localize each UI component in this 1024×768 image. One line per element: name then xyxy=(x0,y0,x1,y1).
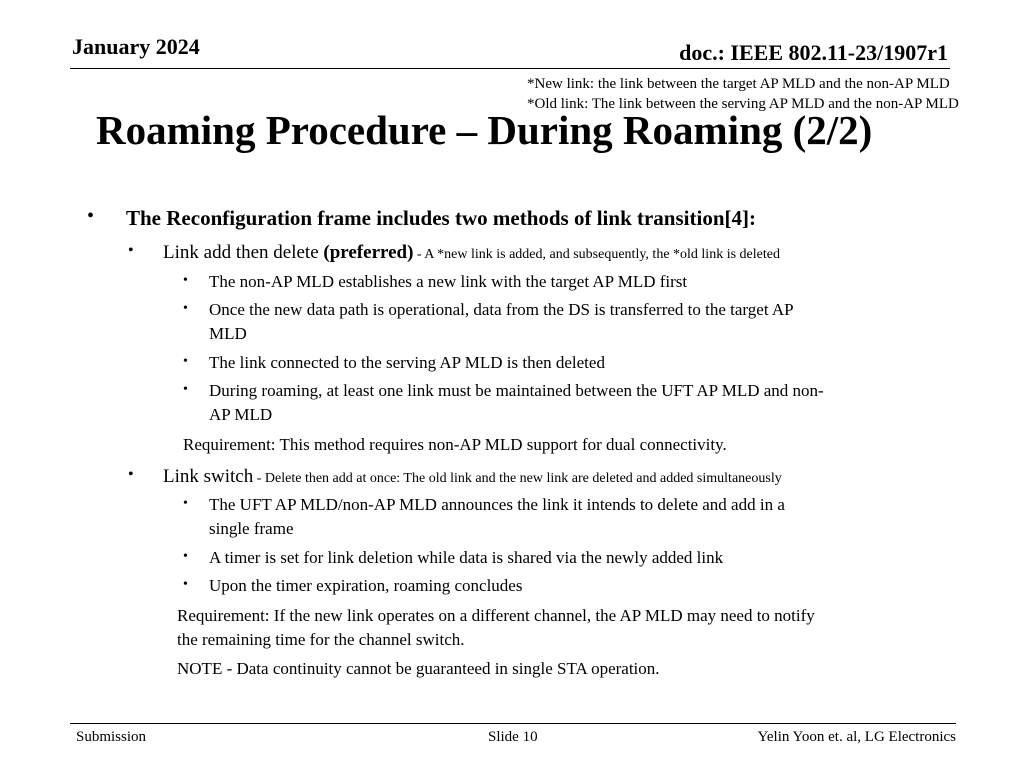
method2-note: NOTE - Data continuity cannot be guaranteed in single STA operation. xyxy=(177,659,660,678)
footer-authors: Yelin Yoon et. al, LG Electronics xyxy=(757,729,956,745)
bullet-icon: • xyxy=(183,577,188,592)
bullet-icon: • xyxy=(183,549,188,564)
header-doc-id: doc.: IEEE 802.11-23/1907r1 xyxy=(679,40,948,65)
method1-item-3: The link connected to the serving AP MLD is then deleted xyxy=(209,353,605,372)
method2-item-2: A timer is set for link deletion while data is shared via the newly added link xyxy=(209,548,724,567)
main-bullet: The Reconfiguration frame includes two methods of link transition[4]: xyxy=(126,206,756,230)
header-rule xyxy=(70,68,950,69)
method1-item-4: During roaming, at least one link must be maintained between the UFT AP MLD and non- xyxy=(209,381,824,400)
method1-desc: - A *new link is added, and subsequently, the *old link is deleted xyxy=(413,247,780,262)
method2-desc: - Delete then add at once: The old link and the new link are deleted and added simultaneously xyxy=(253,471,782,486)
method2-requirement-line-2: the remaining time for the channel switch. xyxy=(177,630,465,649)
method1-label: Link add then delete xyxy=(163,242,324,263)
method2-requirement-line-1: Requirement: If the new link operates on a different channel, the AP MLD may need to notify xyxy=(177,606,815,625)
footer-rule xyxy=(70,723,956,724)
footer-slide-number: Slide 10 xyxy=(488,729,538,745)
method1-requirement: Requirement: This method requires non-AP MLD support for dual connectivity. xyxy=(183,435,727,454)
method2-label: Link switch xyxy=(163,466,254,487)
footer-submission: Submission xyxy=(76,729,147,745)
method2-heading xyxy=(163,465,782,491)
method1-item-1: The non-AP MLD establishes a new link with the target AP MLD first xyxy=(209,272,688,291)
note-old-link: *Old link: The link between the serving AP MLD and the non-AP MLD xyxy=(527,96,959,112)
header-date: January 2024 xyxy=(72,34,200,59)
bullet-icon: • xyxy=(183,301,188,316)
bullet-icon: • xyxy=(183,273,188,288)
note-new-link: *New link: the link between the target AP MLD and the non-AP MLD xyxy=(527,76,950,92)
bullet-icon: • xyxy=(128,466,134,483)
bullet-icon: • xyxy=(183,354,188,369)
slide-title: Roaming Procedure – During Roaming (2/2) xyxy=(96,107,873,153)
method2-item-1: The UFT AP MLD/non-AP MLD announces the link it intends to delete and add in a xyxy=(209,495,785,514)
method1-item-4-cont: AP MLD xyxy=(209,405,273,424)
method1-item-2-cont: MLD xyxy=(209,324,247,343)
bullet-icon: • xyxy=(183,496,188,511)
method1-heading xyxy=(163,241,780,267)
method2-item-1-cont: single frame xyxy=(209,519,294,538)
bullet-icon: • xyxy=(183,382,188,397)
method1-preferred: (preferred) xyxy=(323,242,414,263)
method2-item-3: Upon the timer expiration, roaming concludes xyxy=(209,576,523,595)
method1-item-2: Once the new data path is operational, data from the DS is transferred to the target AP xyxy=(209,300,794,319)
bullet-icon: • xyxy=(128,242,134,259)
bullet-icon: • xyxy=(87,205,95,227)
